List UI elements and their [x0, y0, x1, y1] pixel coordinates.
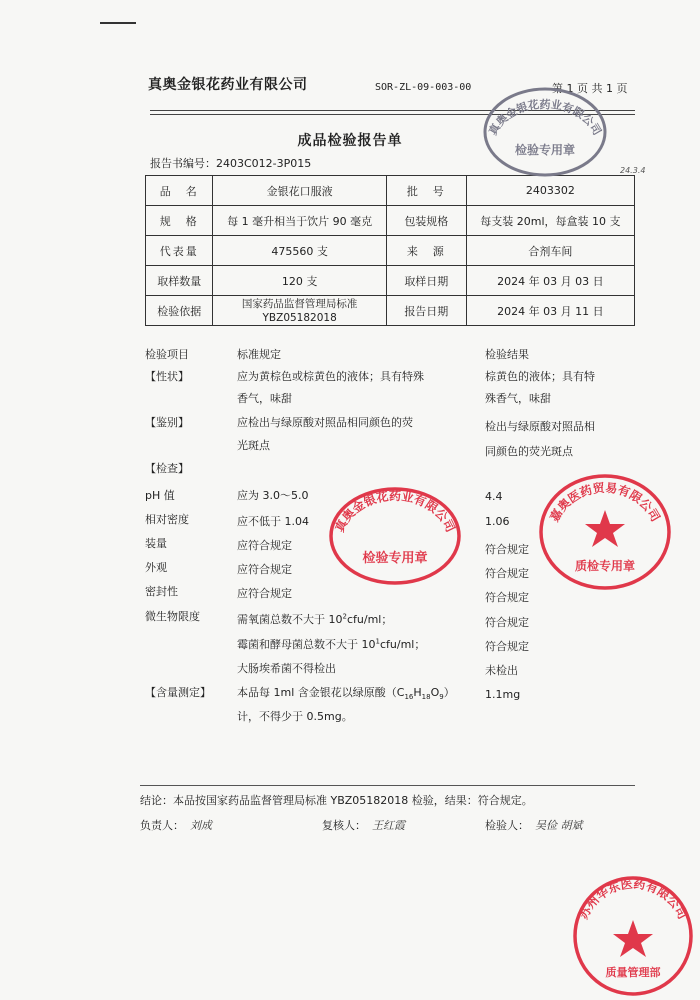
micro-result-2: 符合规定 — [485, 640, 529, 653]
look-standard: 应符合规定 — [237, 563, 292, 576]
identification-result-cont: 同颜色的荧光斑点 — [485, 445, 573, 458]
density-standard: 应不低于 1.04 — [237, 515, 309, 528]
ph-label: pH 值 — [145, 489, 175, 502]
seal-standard: 应符合规定 — [237, 587, 292, 600]
spec-label: 规 格 — [146, 206, 213, 236]
sample-qty-label: 取样数量 — [146, 266, 213, 296]
formula-sub: 16 — [404, 693, 414, 702]
micro-standard-3: 大肠埃希菌不得检出 — [237, 662, 336, 675]
stamp-inner-text: 质检专用章 — [574, 559, 636, 573]
identification-standard-cont: 光斑点 — [237, 439, 270, 452]
micro-std2-unit: cfu/ml； — [379, 638, 426, 651]
stamp-inner-text: 质量管理部 — [605, 966, 661, 979]
sample-date-label: 取样日期 — [386, 266, 466, 296]
product-name: 金银花口服液 — [213, 176, 386, 206]
product-name-label: 品 名 — [146, 176, 213, 206]
appearance-result: 棕黄色的液体；具有特 — [485, 370, 595, 383]
stamp-outer-text: 真奥金银花药业有限公司 — [486, 97, 604, 138]
inspector-label: 检验人： — [485, 819, 529, 832]
identification-result: 检出与绿原酸对照品相 — [485, 420, 595, 433]
reviewer-signature — [322, 817, 405, 833]
micro-label: 微生物限度 — [145, 610, 200, 623]
micro-std2-exp: 1 — [375, 637, 380, 646]
checks-label: 【检查】 — [145, 462, 189, 475]
seal-label: 密封性 — [145, 585, 178, 598]
basis-line-2: YBZ05182018 — [262, 311, 337, 324]
stamp-inner-text: 检验专用章 — [514, 143, 576, 157]
top-inspection-stamp — [480, 78, 610, 178]
source-value: 合剂车间 — [466, 236, 634, 266]
micro-standard-1 — [237, 611, 392, 627]
micro-std1-exp: 2 — [342, 612, 347, 621]
report-number: 报告书编号：2403C012-3P015 — [150, 157, 312, 170]
reviewer-sig: 王红霞 — [372, 819, 405, 832]
batch-number: 2403302 — [466, 176, 634, 206]
formula-sub: 9 — [439, 693, 444, 702]
fill-standard: 应符合规定 — [237, 539, 292, 552]
seal-result: 符合规定 — [485, 591, 529, 604]
sample-qty-value: 120 支 — [213, 266, 386, 296]
micro-std2-text: 霉菌和酵母菌总数不大于 10 — [237, 638, 376, 651]
batch-label: 批 号 — [386, 176, 466, 206]
col-item-header: 检验项目 — [145, 348, 189, 361]
assay-std-text: 本品每 1ml 含金银花以绿原酸（C — [237, 686, 405, 699]
micro-std1-unit: cfu/ml； — [346, 613, 393, 626]
reviewer-label: 复核人： — [322, 819, 366, 832]
inspector-signature — [485, 817, 583, 833]
company-name: 真奥金银花药业有限公司 — [148, 77, 308, 93]
table-row — [146, 266, 635, 296]
stamp-outer-text: 真奥金银花药业有限公司 — [332, 489, 458, 535]
report-date-label: 报告日期 — [386, 296, 466, 326]
stamp-outer-text: 嘉奥医药贸易有限公司 — [547, 480, 663, 524]
basis-value — [213, 296, 386, 326]
quantity-label: 代表量 — [146, 236, 213, 266]
spec-value: 每 1 毫升相当于饮片 90 毫克 — [213, 206, 386, 236]
density-result: 1.06 — [485, 515, 510, 528]
ph-standard: 应为 3.0～5.0 — [237, 489, 309, 502]
micro-result-1: 符合规定 — [485, 616, 529, 629]
appearance-result-cont: 殊香气，味甜 — [485, 392, 551, 405]
basis-line-1: 国家药品监督管理局标准 — [241, 297, 358, 310]
basis-label: 检验依据 — [146, 296, 213, 326]
responsible-label: 负责人： — [140, 819, 184, 832]
appearance-standard-cont: 香气，味甜 — [237, 392, 292, 405]
assay-standard-1 — [237, 684, 455, 701]
divider — [140, 785, 635, 786]
table-row — [146, 176, 635, 206]
micro-std1-text: 需氧菌总数不大于 10 — [237, 613, 343, 626]
fill-result: 符合规定 — [485, 543, 529, 556]
ph-result: 4.4 — [485, 490, 503, 503]
responsible-sig: 刘成 — [190, 819, 212, 832]
mid-left-inspection-stamp — [325, 478, 465, 588]
fill-label: 装量 — [145, 537, 167, 550]
mid-right-qc-stamp — [535, 470, 675, 595]
col-standard-header: 标准规定 — [237, 348, 281, 361]
assay-result: 1.1mg — [485, 688, 521, 701]
micro-result-3: 未检出 — [485, 664, 518, 677]
col-result-header: 检验结果 — [485, 348, 529, 361]
source-label: 来 源 — [386, 236, 466, 266]
inspector-sig: 吴俭 胡斌 — [535, 819, 583, 832]
handwritten-date: 24.3.4 — [620, 166, 646, 175]
appearance-label: 【性状】 — [145, 370, 189, 383]
table-row — [146, 296, 635, 326]
sample-date-value: 2024 年 03 月 03 日 — [466, 266, 634, 296]
conclusion: 结论：本品按国家药品监督管理局标准 YBZ05182018 检验，结果：符合规定。 — [140, 794, 533, 807]
stamp-inner-text: 检验专用章 — [362, 551, 428, 566]
pack-label: 包装规格 — [386, 206, 466, 236]
info-table — [145, 175, 635, 326]
formula-sub: 18 — [421, 693, 431, 702]
star-icon — [585, 510, 625, 547]
document-number: SOR-ZL-09-003-00 — [375, 82, 472, 93]
formula-el: O — [430, 686, 440, 699]
table-row — [146, 206, 635, 236]
page-info: 第 1 页 共 1 页 — [552, 82, 628, 95]
look-label: 外观 — [145, 561, 167, 574]
assay-standard-2: 计，不得少于 0.5mg。 — [237, 710, 353, 723]
density-label: 相对密度 — [145, 513, 189, 526]
bottom-qa-stamp — [565, 868, 695, 998]
look-result: 符合规定 — [485, 567, 529, 580]
report-date-value: 2024 年 03 月 11 日 — [466, 296, 634, 326]
table-row — [146, 236, 635, 266]
micro-standard-2 — [237, 636, 425, 652]
report-title: 成品检验报告单 — [297, 133, 403, 149]
identification-label: 【鉴别】 — [145, 416, 189, 429]
assay-std-close: ） — [443, 686, 455, 699]
quantity-value: 475560 支 — [213, 236, 386, 266]
formula-el: H — [413, 686, 422, 699]
star-icon — [613, 920, 653, 957]
identification-standard: 应检出与绿原酸对照品相同颜色的荧 — [237, 416, 413, 429]
pack-value: 每支装 20ml，每盒装 10 支 — [466, 206, 634, 236]
appearance-standard: 应为黄棕色或棕黄色的液体；具有特殊 — [237, 370, 424, 383]
responsible-signature — [140, 817, 212, 833]
assay-label: 【含量测定】 — [145, 686, 211, 699]
scan-mark — [100, 22, 136, 24]
stamp-ring — [331, 489, 459, 583]
stamp-outer-text: 苏州华东医药有限公司 — [576, 876, 690, 922]
